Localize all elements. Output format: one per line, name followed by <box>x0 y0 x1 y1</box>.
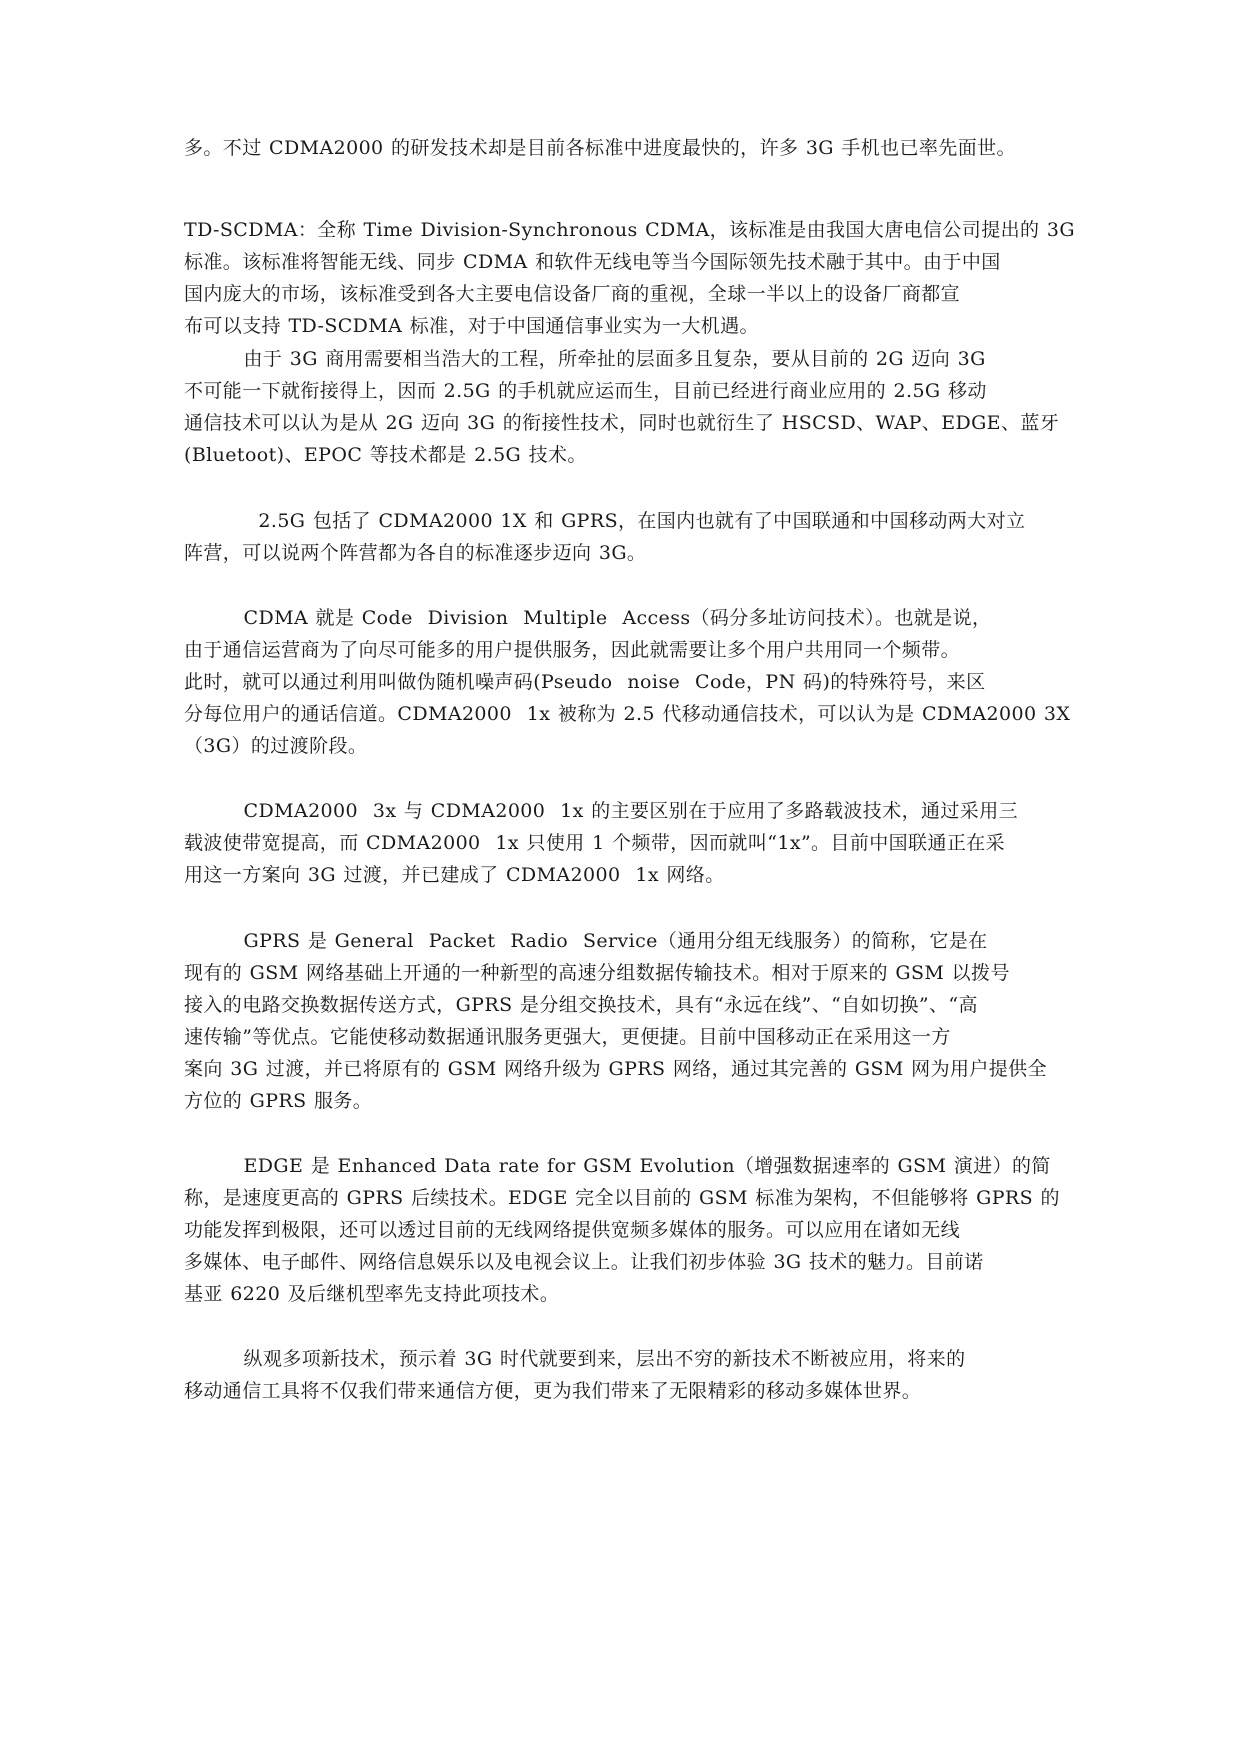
text-line: 移动通信工具将不仅我们带来通信方便，更为我们带来了无限精彩的移动多媒体世界。 <box>184 1380 922 1402</box>
text-line: 多媒体、电子邮件、网络信息娱乐以及电视会议上。让我们初步体验 3G 技术的魅力。目前诺 <box>184 1251 984 1273</box>
text-line: 多。不过 CDMA2000 的研发技术却是目前各标准中进度最快的，许多 3G 手机也已率先面世。 <box>184 137 1016 159</box>
text-line: 此时，就可以通过利用叫做伪随机噪声码(Pseudo noise Code，PN 码)的特殊符号，来区 <box>184 671 986 693</box>
text-line: CDMA 就是 Code Division Multiple Access（码分多址访问技术）。也就是说， <box>184 607 992 629</box>
text-line: 用这一方案向 3G 过渡，并已建成了 CDMA2000 1x 网络。 <box>184 864 725 886</box>
text-line: GPRS 是 General Packet Radio Service（通用分组无线服务）的简称，它是在 <box>184 930 988 952</box>
text-line: 由于 3G 商用需要相当浩大的工程，所牵扯的层面多且复杂，要从目前的 2G 迈向 3G <box>184 348 986 370</box>
text-line: 国内庞大的市场，该标准受到各大主要电信设备厂商的重视，全球一半以上的设备厂商都宣 <box>184 283 961 305</box>
text-line: TD-SCDMA：全称 Time Division-Synchronous CDMA，该标准是由我国大唐电信公司提出的 3G <box>184 219 1075 241</box>
text-line: 基亚 6220 及后继机型率先支持此项技术。 <box>184 1283 560 1305</box>
text-line: 阵营，可以说两个阵营都为各自的标准逐步迈向 3G。 <box>184 542 647 564</box>
text-line: 由于通信运营商为了向尽可能多的用户提供服务，因此就需要让多个用户共用同一个频带。 <box>184 639 961 661</box>
text-line: 不可能一下就衔接得上，因而 2.5G 的手机就应运而生，目前已经进行商业应用的 2.5G 移动 <box>184 380 987 402</box>
text-line: 标准。该标准将智能无线、同步 CDMA 和软件无线电等当今国际领先技术融于其中。由于中国 <box>184 251 1001 273</box>
text-line: 案向 3G 过渡，并已将原有的 GSM 网络升级为 GPRS 网络，通过其完善的 GSM 网为用户提供全 <box>184 1058 1047 1080</box>
text-line: 布可以支持 TD-SCDMA 标准，对于中国通信事业实为一大机遇。 <box>184 315 759 337</box>
text-line: 功能发挥到极限，还可以透过目前的无线网络提供宽频多媒体的服务。可以应用在诸如无线 <box>184 1219 961 1241</box>
text-line: 速传输”等优点。它能使移动数据通讯服务更强大，更便捷。目前中国移动正在采用这一方 <box>184 1026 951 1048</box>
text-line: 方位的 GPRS 服务。 <box>184 1090 373 1112</box>
text-line: 通信技术可以认为是从 2G 迈向 3G 的衔接性技术，同时也就衍生了 HSCSD、WAP、EDGE、蓝牙 <box>184 412 1060 434</box>
text-line: 纵观多项新技术，预示着 3G 时代就要到来，层出不穷的新技术不断被应用，将来的 <box>184 1348 966 1370</box>
text-line: EDGE 是 Enhanced Data rate for GSM Evolution（增强数据速率的 GSM 演进）的简 <box>184 1155 1051 1177</box>
text-line: （3G）的过渡阶段。 <box>184 735 368 757</box>
text-line: 称，是速度更高的 GPRS 后续技术。EDGE 完全以目前的 GSM 标准为架构，不但能够将 GPRS 的 <box>184 1187 1060 1209</box>
text-line: CDMA2000 3x 与 CDMA2000 1x 的主要区别在于应用了多路载波技术，通过采用三 <box>184 800 1019 822</box>
text-line: 2.5G 包括了 CDMA2000 1X 和 GPRS，在国内也就有了中国联通和中国移动两大对立 <box>184 510 1026 532</box>
text-line: 现有的 GSM 网络基础上开通的一种新型的高速分组数据传输技术。相对于原来的 GSM 以拨号 <box>184 962 1010 984</box>
text-line: 分每位用户的通话信道。CDMA2000 1x 被称为 2.5 代移动通信技术，可以认为是 CDMA2000 3X <box>184 703 1071 725</box>
text-line: 接入的电路交换数据传送方式，GPRS 是分组交换技术，具有“永远在线”、“自如切换”、“高 <box>184 994 978 1016</box>
text-line: (Bluetoot)、EPOC 等技术都是 2.5G 技术。 <box>184 444 587 466</box>
text-line: 载波使带宽提高，而 CDMA2000 1x 只使用 1 个频带，因而就叫“1x”。目前中国联通正在采 <box>184 832 1006 854</box>
